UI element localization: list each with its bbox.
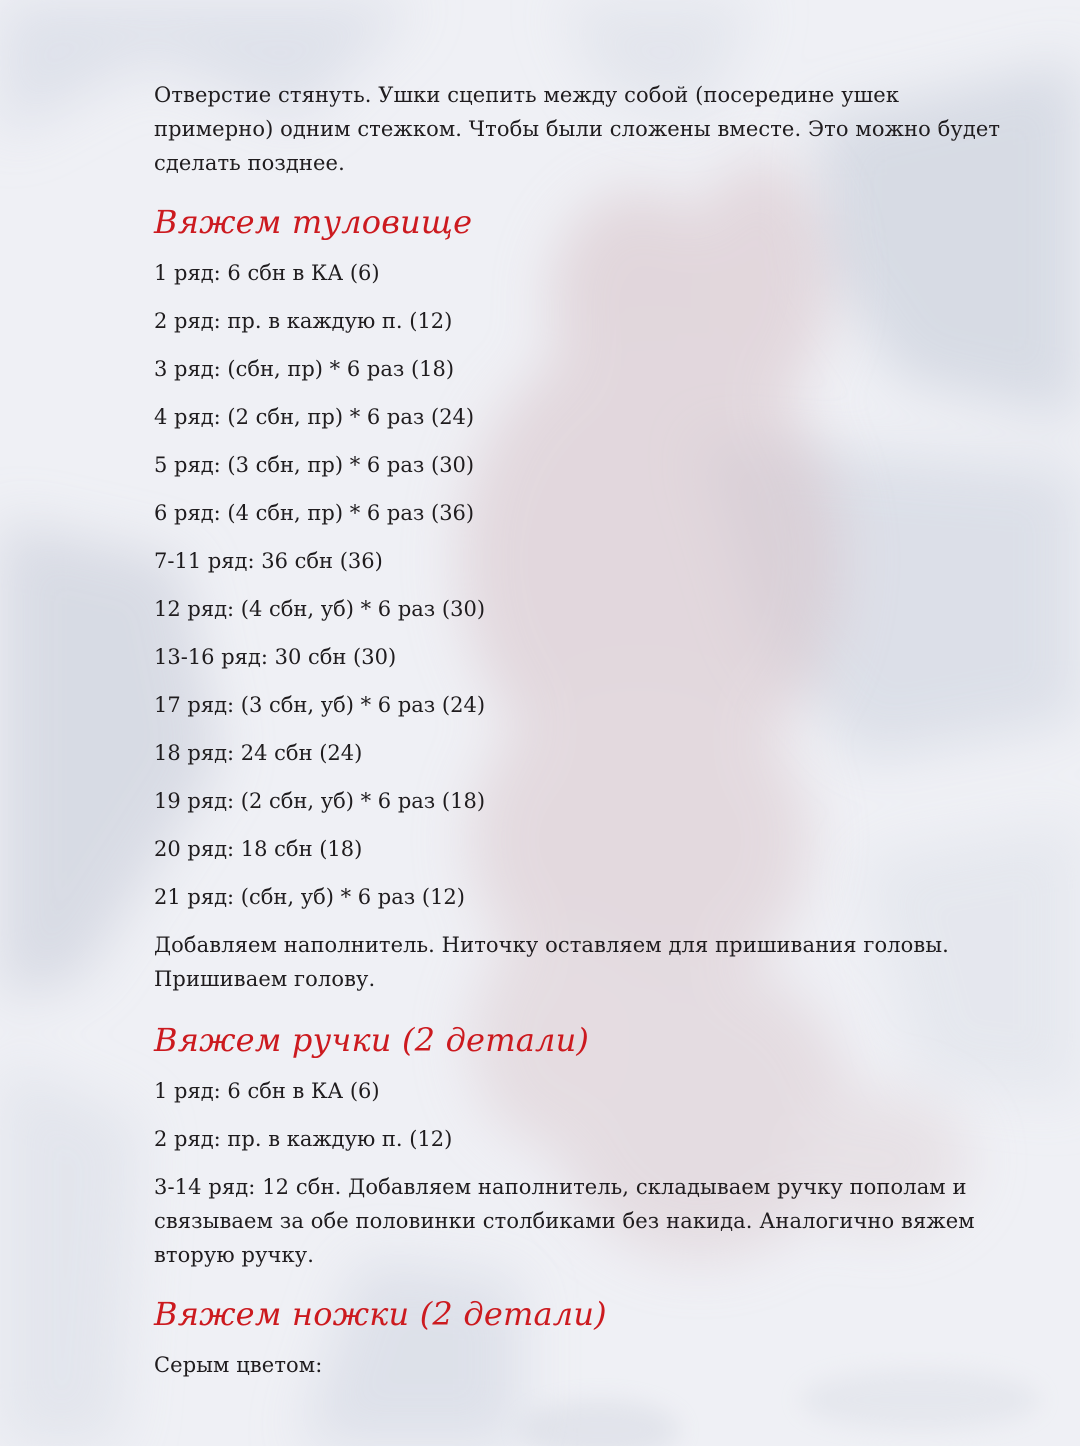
- section-note: Серым цветом:: [154, 1353, 323, 1377]
- pattern-row: 13-16 ряд: 30 сбн (30): [154, 645, 397, 669]
- arms-rows-list: [154, 1074, 1024, 1170]
- section-heading-legs: Вяжем ножки (2 детали): [154, 1295, 607, 1333]
- pattern-row: 3 ряд: (сбн, пр) * 6 раз (18): [154, 357, 455, 381]
- pattern-row: 12 ряд: (4 сбн, уб) * 6 раз (30): [154, 597, 486, 621]
- pattern-row: 4 ряд: (2 сбн, пр) * 6 раз (24): [154, 405, 475, 429]
- pattern-row: 1 ряд: 6 сбн в КА (6): [154, 261, 380, 285]
- section-body: [154, 200, 1024, 996]
- pattern-row: 17 ряд: (3 сбн, уб) * 6 раз (24): [154, 693, 486, 717]
- section-heading-arms: Вяжем ручки (2 детали): [154, 1021, 590, 1059]
- section-heading-body: Вяжем туловище: [154, 203, 473, 241]
- pattern-row: 21 ряд: (сбн, уб) * 6 раз (12): [154, 885, 465, 909]
- pattern-row: 2 ряд: пр. в каждую п. (12): [154, 1127, 453, 1151]
- pattern-row: 20 ряд: 18 сбн (18): [154, 837, 363, 861]
- section-note: Добавляем наполнитель. Ниточку оставляем для пришивания головы. Пришиваем голову.: [154, 933, 949, 991]
- section-note: 3-14 ряд: 12 сбн. Добавляем наполнитель, складываем ручку пополам и связываем за обе половинки столбиками без накида. Аналогично вяжем вторую ручку.: [154, 1175, 975, 1267]
- section-legs: [154, 1292, 1024, 1382]
- pattern-row: 18 ряд: 24 сбн (24): [154, 741, 363, 765]
- pattern-row: 5 ряд: (3 сбн, пр) * 6 раз (30): [154, 453, 475, 477]
- document-page: [154, 78, 1024, 1382]
- pattern-row: 2 ряд: пр. в каждую п. (12): [154, 309, 453, 333]
- intro-paragraph: Отверстие стянуть. Ушки сцепить между собой (посередине ушек примерно) одним стежком. Чтобы были сложены вместе. Это можно будет сделать позднее.: [154, 83, 1001, 175]
- body-rows-list: [154, 256, 1024, 928]
- pattern-row: 6 ряд: (4 сбн, пр) * 6 раз (36): [154, 501, 475, 525]
- pattern-row: 1 ряд: 6 сбн в КА (6): [154, 1079, 380, 1103]
- pattern-row: 7-11 ряд: 36 сбн (36): [154, 549, 383, 573]
- pattern-row: 19 ряд: (2 сбн, уб) * 6 раз (18): [154, 789, 486, 813]
- section-arms: [154, 1018, 1024, 1272]
